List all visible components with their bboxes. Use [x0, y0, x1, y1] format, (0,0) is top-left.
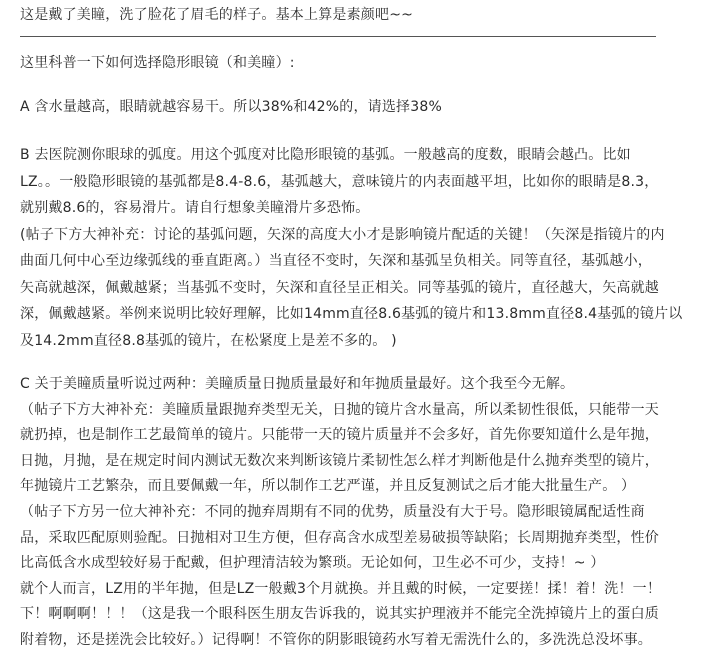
section-b-line: 及14.2mm直径8.8基弧的镜片，在松紧度上是差不多的。 ): [20, 332, 397, 349]
section-b: [20, 142, 720, 354]
section-b-line: 就别戴8.6的，容易滑片。请自行想象美瞳滑片多恐怖。: [20, 200, 370, 216]
section-c-line: 日抛，月抛，是在规定时间内测试无数次来判断该镜片柔韧性怎么样才判断他是什么抛弃类型的镜片，: [20, 452, 659, 469]
section-c-line: （帖子下方另一位大神补充：不同的抛弃周期有不同的优势，质量没有大于号。隐形眼镜属配适性商: [20, 503, 645, 520]
section-c-line: C 关于美瞳质量听说过两种：美瞳质量日抛质量最好和年抛质量最好。这个我至今无解。: [20, 376, 575, 392]
section-b-line: B 去医院测你眼球的弧度。用这个弧度对比隐形眼镜的基弧。一般越高的度数，眼睛会越凸。比如: [20, 147, 631, 163]
section-b-line: 深，佩戴越紧。举例来说明比较好理解，比如14mm直径8.6基弧的镜片和13.8mm直径8.4基弧的镜片以: [20, 306, 683, 322]
section-c-line: 年抛镜片工艺繁杂，而且要佩戴一年，所以制作工艺严谨，并且反复测试之后才能大批量生产。 ）: [20, 478, 636, 495]
section-c-line: 就扔掉，也是制作工艺最简单的镜片。只能带一天的镜片质量并不会多好，首先你要知道什么是年抛，: [20, 427, 659, 444]
section-c-line: 就个人而言，LZ用的半年抛，但是LZ一般戴3个月就换。并且戴的时候，一定要搓！揉！着！洗！一！: [20, 580, 662, 597]
section-b-line: (帖子下方大神补充：讨论的基弧问题，矢深的高度大小才是影响镜片配适的关键！（矢深是指镜片的内: [20, 226, 665, 243]
spacer: [20, 117, 720, 142]
section-c: [20, 372, 720, 654]
section-b-line: 曲面几何中心至边缘弧线的垂直距离。）当直径不变时，矢深和基弧呈负相关。同等直径，基弧越小，: [20, 253, 652, 269]
divider-line: [20, 36, 656, 37]
section-c-line: 品，采取匹配原则验配。日抛相对卫生方便，但存高含水成型差易破损等缺陷；长周期抛弃类型，性价: [20, 529, 659, 546]
section-a-line: A 含水量越高，眼睛就越容易干。所以38%和42%的，请选择38%: [20, 99, 442, 115]
spacer: [20, 73, 720, 98]
section-b-line: LZ。。一般隐形眼镜的基弧都是8.4-8.6，基弧越大，意味镜片的内表面越平坦，比如你的眼睛是8.3，: [20, 173, 659, 190]
spacer: [20, 354, 720, 372]
section-c-line: 比高低含水成型较好易于配戴，但护理清洁较为繁琐。无论如何，卫生必不可少，支持！~ ）: [20, 555, 605, 572]
intro-text: 这是戴了美瞳，洗了脸花了眉毛的样子。基本上算是素颜吧~~: [20, 7, 414, 23]
section-a: [20, 98, 720, 117]
section-c-line: 附着物，还是搓洗会比较好。）记得啊！不管你的阴影眼镜药水写着无需洗什么的，多洗洗总没坏事。: [20, 631, 652, 648]
section-c-line: （帖子下方大神补充：美瞳质量跟抛弃类型无关，日抛的镜片含水量高，所以柔韧性很低，只能带一天: [20, 401, 659, 418]
section-c-line: 下！啊啊啊！！！（这是我一个眼科医生朋友告诉我的，说其实护理液并不能完全洗掉镜片上的蛋白质: [20, 606, 659, 623]
section-heading: 这里科普一下如何选择隐形眼镜（和美瞳）:: [20, 55, 295, 71]
section-b-line: 矢高就越深，佩戴越紧；当基弧不变时，矢深和直径呈正相关。同等基弧的镜片，直径越大，矢高就越: [20, 279, 659, 296]
